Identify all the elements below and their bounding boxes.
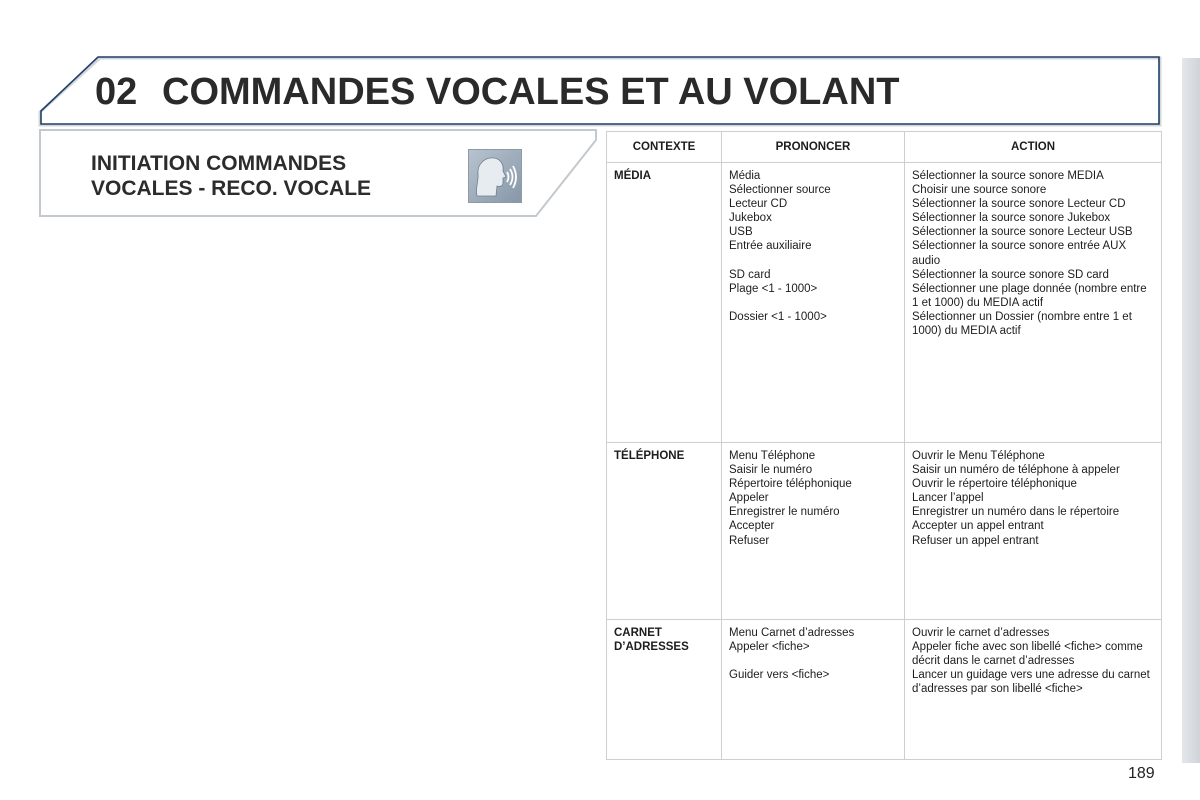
- pronounce-line: USB: [729, 226, 753, 239]
- column-header-action: ACTION: [905, 132, 1162, 163]
- table-row-telephone: [607, 443, 1162, 620]
- action-line: Sélectionner la source sonore Lecteur CD: [912, 198, 1126, 211]
- voice-commands-table: [606, 131, 1162, 760]
- action-line: Sélectionner la source sonore Lecteur USB: [912, 226, 1133, 239]
- table-header-row: [607, 132, 1162, 163]
- action-line: Sélectionner un Dossier (nombre entre 1 et 1000) du MEDIA actif: [912, 310, 1132, 338]
- chapter-title: COMMANDES VOCALES ET AU VOLANT: [162, 71, 900, 113]
- pronounce-line: Sélectionner source: [729, 184, 831, 197]
- table-row-address-book: [607, 620, 1162, 760]
- pronounce-cell: [722, 620, 905, 760]
- pronounce-line: Appeler <fiche>: [729, 641, 810, 654]
- pronounce-line: [729, 654, 897, 668]
- action-cell: [905, 620, 1162, 760]
- action-line: Choisir une source sonore: [912, 184, 1047, 197]
- action-line: Saisir un numéro de téléphone à appeler: [912, 464, 1120, 477]
- column-header-context: CONTEXTE: [607, 132, 722, 163]
- action-line: Sélectionner une plage donnée (nombre entre 1 et 1000) du MEDIA actif: [912, 282, 1147, 309]
- context-cell: CARNET D’ADRESSES: [607, 620, 722, 760]
- pronounce-line: Lecteur CD: [729, 198, 788, 211]
- action-line: Sélectionner la source sonore entrée AUX audio: [912, 240, 1127, 267]
- action-line: Sélectionner la source sonore Jukebox: [912, 212, 1111, 225]
- pronounce-cell: [722, 163, 905, 443]
- action-line: Ouvrir le Menu Téléphone: [912, 450, 1045, 462]
- pronounce-line: Répertoire téléphonique: [729, 478, 852, 491]
- section-title: INITIATION COMMANDES VOCALES - RECO. VOCALE: [91, 152, 372, 200]
- action-line: Refuser un appel entrant: [912, 534, 1039, 547]
- action-line: Enregistrer un numéro dans le répertoire: [912, 506, 1120, 519]
- context-cell: MÉDIA: [607, 163, 722, 443]
- pronounce-line: Menu Carnet d’adresses: [729, 627, 855, 639]
- pronounce-line: Plage <1 - 1000>: [729, 282, 818, 295]
- pronounce-line: [729, 254, 897, 268]
- pronounce-line: Accepter: [729, 520, 775, 533]
- action-line: Sélectionner la source sonore MEDIA: [912, 170, 1104, 182]
- pronounce-line: [729, 296, 897, 310]
- table-row-media: [607, 163, 1162, 443]
- pronounce-line: Saisir le numéro: [729, 464, 813, 477]
- action-cell: [905, 443, 1162, 620]
- chapter-number: 02: [95, 71, 138, 113]
- column-header-pronounce: PRONONCER: [722, 132, 905, 163]
- pronounce-line: Jukebox: [729, 212, 772, 225]
- pronounce-line: Enregistrer le numéro: [729, 506, 840, 519]
- pronounce-line: Entrée auxiliaire: [729, 240, 812, 253]
- action-line: Accepter un appel entrant: [912, 520, 1044, 533]
- pronounce-line: Menu Téléphone: [729, 450, 816, 462]
- action-line: Ouvrir le carnet d’adresses: [912, 627, 1050, 639]
- action-line: Ouvrir le répertoire téléphonique: [912, 478, 1077, 491]
- action-line: Lancer l’appel: [912, 492, 984, 505]
- page-edge-strip: [1182, 58, 1200, 763]
- pronounce-line: Refuser: [729, 534, 770, 547]
- pronounce-cell: [722, 443, 905, 620]
- page-number: 189: [1128, 765, 1155, 782]
- pronounce-line: Dossier <1 - 1000>: [729, 310, 827, 323]
- context-cell: TÉLÉPHONE: [607, 443, 722, 620]
- action-line: Lancer un guidage vers une adresse du carnet d’adresses par son libellé <fiche>: [912, 669, 1150, 696]
- pronounce-line: Guider vers <fiche>: [729, 669, 830, 682]
- pronounce-line: Appeler: [729, 492, 769, 505]
- action-line: Sélectionner la source sonore SD card: [912, 268, 1109, 281]
- action-line: Appeler fiche avec son libellé <fiche> comme décrit dans le carnet d’adresses: [912, 641, 1143, 668]
- action-cell: [905, 163, 1162, 443]
- voice-recognition-icon: [468, 149, 522, 203]
- pronounce-line: SD card: [729, 268, 771, 281]
- pronounce-line: Média: [729, 170, 761, 182]
